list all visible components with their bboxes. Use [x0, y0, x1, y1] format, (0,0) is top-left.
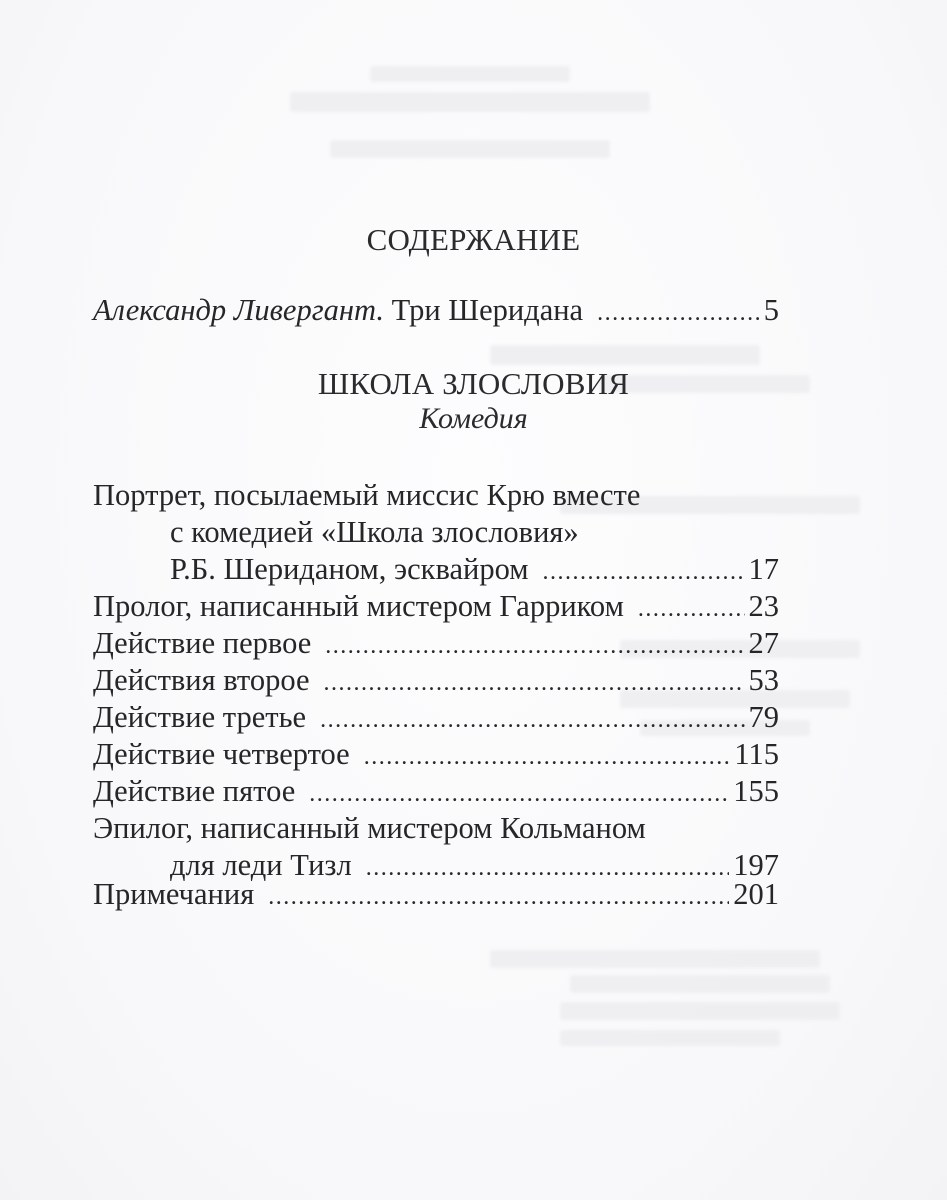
- toc-page-number: 115: [734, 737, 779, 771]
- toc-entry-title: Действие пятое: [93, 774, 296, 808]
- show-through-text: [290, 92, 650, 112]
- toc-entry-act-2[interactable]: [93, 660, 779, 700]
- show-through-text: [490, 345, 760, 365]
- toc-page-number: 201: [733, 877, 779, 911]
- toc-entry-title: Р.Б. Шериданом, эсквайром: [170, 552, 529, 586]
- show-through-text: [560, 1002, 840, 1020]
- toc-page-number: 5: [763, 293, 779, 327]
- dot-leader: [597, 293, 760, 333]
- toc-entry-title: Эпилог, написанный мистером Кольманом: [93, 811, 646, 845]
- toc-entry-notes[interactable]: [93, 874, 779, 914]
- toc-page-number: 197: [733, 848, 779, 882]
- toc-entry-act-4[interactable]: [93, 734, 779, 774]
- toc-entry-title-text: Три Шеридана: [391, 293, 584, 327]
- toc-entry-act-3[interactable]: [93, 697, 779, 737]
- toc-entry-title: с комедией «Школа злословия»: [170, 515, 579, 549]
- toc-entry-title: Действие четвертое: [93, 737, 350, 771]
- toc-entry-prologue[interactable]: [93, 586, 779, 626]
- show-through-text: [330, 140, 610, 158]
- show-through-text: [570, 975, 830, 993]
- show-through-text: [490, 950, 820, 968]
- show-through-text: [370, 66, 570, 82]
- toc-page-number: 79: [748, 700, 779, 734]
- toc-entry-author: Александр Ливергант.: [93, 293, 385, 327]
- toc-page-number: 155: [733, 774, 779, 808]
- toc-entry-intro[interactable]: [93, 290, 779, 330]
- toc-page-number: 53: [748, 663, 779, 697]
- toc-page-number: 17: [748, 552, 779, 586]
- toc-page-number: 23: [748, 589, 779, 623]
- play-title: ШКОЛА ЗЛОСЛОВИЯ: [317, 366, 630, 401]
- toc-entry-title: Пролог, написанный мистером Гарриком: [93, 589, 624, 623]
- dot-leader: [268, 877, 729, 917]
- toc-page-number: 27: [748, 626, 779, 660]
- show-through-text: [560, 1030, 780, 1046]
- toc-entry-act-1[interactable]: [93, 623, 779, 663]
- play-genre: Комедия: [419, 402, 528, 435]
- toc-entry-title: Действия второе: [93, 663, 310, 697]
- toc-entry-title: Действие первое: [93, 626, 312, 660]
- toc-entry-title: [93, 290, 583, 330]
- toc-entry-act-5[interactable]: [93, 771, 779, 811]
- toc-entry-title: для леди Тизл: [170, 848, 352, 882]
- toc-entry-title: Портрет, посылаемый миссис Крю вместе: [93, 478, 641, 512]
- toc-entry-title: Примечания: [93, 877, 255, 911]
- toc-entry-title: Действие третье: [93, 700, 307, 734]
- toc-heading: СОДЕРЖАНИЕ: [366, 222, 581, 257]
